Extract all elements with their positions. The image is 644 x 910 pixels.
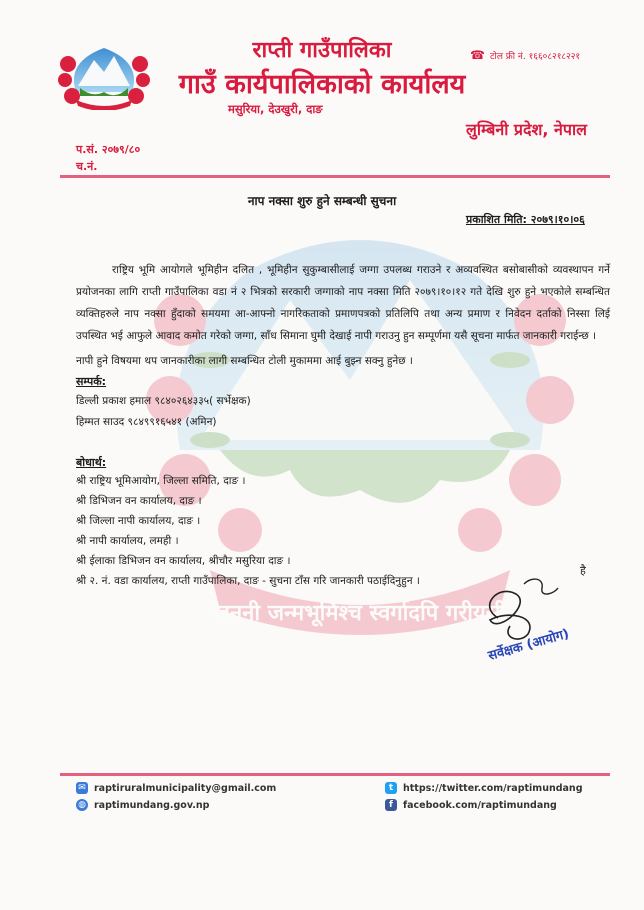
office-address: मसुरिया, देउखुरी, दाङ: [228, 102, 323, 116]
toll-free-number: [470, 48, 580, 62]
cc-heading: बोधार्थ:: [76, 456, 107, 469]
footer-website-text[interactable]: raptimundang.gov.np: [94, 799, 210, 811]
notice-paragraph-text: राष्ट्रिय भूमि आयोगले भूमिहीन दलित , भूमिहीन सुकुम्बासीलाई जग्गा उपलब्ध गराउने र अव्यवस्थित बसोबासीको व्यवस्थापन गर्ने प्रयोजनका लागि राप्ती गाउँपालिका वडा नं २ भित्रको सरकारी जग्गाको नाप नक्सा मिति २०७९।१०।१२ गते देखि शुरु हुने भएकोले सम्बन्धित व्यक्तिहरुले नाप नक्सा हुँदाको समयमा आ-आफ्नो नागरिकताको प्रमाणपत्रको प्रतिलिपि तथा अन्य प्रमाण र निवेदन दर्ताको निस्सा लिई उपस्थित भई आफुले आवाद कमोत गरेको जग्गा, साँध सिमाना घुमी देखाई नापी गराउनु हुन सम्पूर्णमा यसै सूचना मार्फत जानकारी गराईन्छ ।: [76, 264, 610, 342]
cc-item: श्री जिल्ला नापी कार्यालय, दाङ ।: [76, 515, 201, 527]
footer-facebook-text[interactable]: facebook.com/raptimundang: [403, 799, 557, 811]
footer-divider: [60, 773, 610, 776]
header-divider: [60, 175, 610, 178]
province-label: लुम्बिनी प्रदेश, नेपाल: [466, 120, 588, 139]
twitter-icon: t: [385, 782, 397, 794]
reference-block: [76, 141, 140, 175]
footer-twitter-text[interactable]: https://twitter.com/raptimundang: [403, 782, 583, 794]
globe-icon: ◍: [76, 799, 88, 811]
footer-email: [76, 782, 276, 794]
signature-stamp: [468, 554, 600, 664]
cc-item: श्री नापी कार्यालय, लमही ।: [76, 535, 179, 547]
office-title: गाउँ कार्यपालिकाको कार्यालय: [178, 69, 466, 100]
footer-facebook: [385, 799, 557, 811]
cc-item: श्री राष्ट्रिय भूमिआयोग, जिल्ला समिति, दाङ ।: [76, 475, 246, 487]
published-date: [466, 212, 585, 227]
cc-item: श्री डिभिजन वन कार्यालय, दाङ ।: [76, 495, 202, 507]
footer-twitter: [385, 782, 583, 794]
telephone-icon: ☎: [470, 48, 485, 62]
cc-item: श्री २. नं. वडा कार्यालय, राप्ती गाउँपालिका, दाङ - सुचना टाँस गरि जानकारी पठाईदिनुहुन ।: [76, 575, 420, 587]
signature-mark: है: [580, 564, 586, 577]
cc-item: श्री ईलाका डिभिजन वन कार्यालय, श्रीचौर मसुरिया दाङ ।: [76, 555, 291, 567]
facebook-icon: f: [385, 799, 397, 811]
watermark-motto: जननी जन्मभूमिश्च स्वर्गादपि गरीयसी: [213, 601, 507, 626]
contact-item: डिल्ली प्रकाश हमाल ९८४०२६४३३५( सर्भेक्षक): [76, 395, 251, 407]
ref-cn: च.नं.: [76, 160, 98, 173]
municipality-name: राप्ती गाउँपालिका: [252, 37, 392, 63]
notice-followup: नापी हुने विषयमा थप जानकारीका लागी सम्बन्धित टोली मुकाममा आई बुझ्न सक्नु हुनेछ ।: [76, 355, 413, 367]
notice-subject: नाप नक्सा शुरु हुने सम्बन्धी सुचना: [247, 194, 397, 208]
published-date-text: प्रकाशित मिति: २०७९।१०।०६: [466, 213, 585, 226]
footer-email-text[interactable]: raptiruralmunicipality@gmail.com: [94, 782, 277, 794]
stamp-text: सर्वेक्षक (आयोग): [486, 626, 571, 664]
footer-website: [76, 799, 209, 811]
ref-ps: प.सं. २०७९/८०: [76, 143, 141, 156]
email-icon: ✉: [76, 782, 88, 794]
contact-heading: सम्पर्क:: [76, 375, 107, 388]
toll-free-text: टोल फ्री नं. १६६०८२१८२२१: [489, 51, 581, 62]
contact-item: हिम्मत साउद ९८४९९१६५४१ (अमिन): [76, 416, 217, 428]
notice-paragraph: [76, 259, 610, 347]
